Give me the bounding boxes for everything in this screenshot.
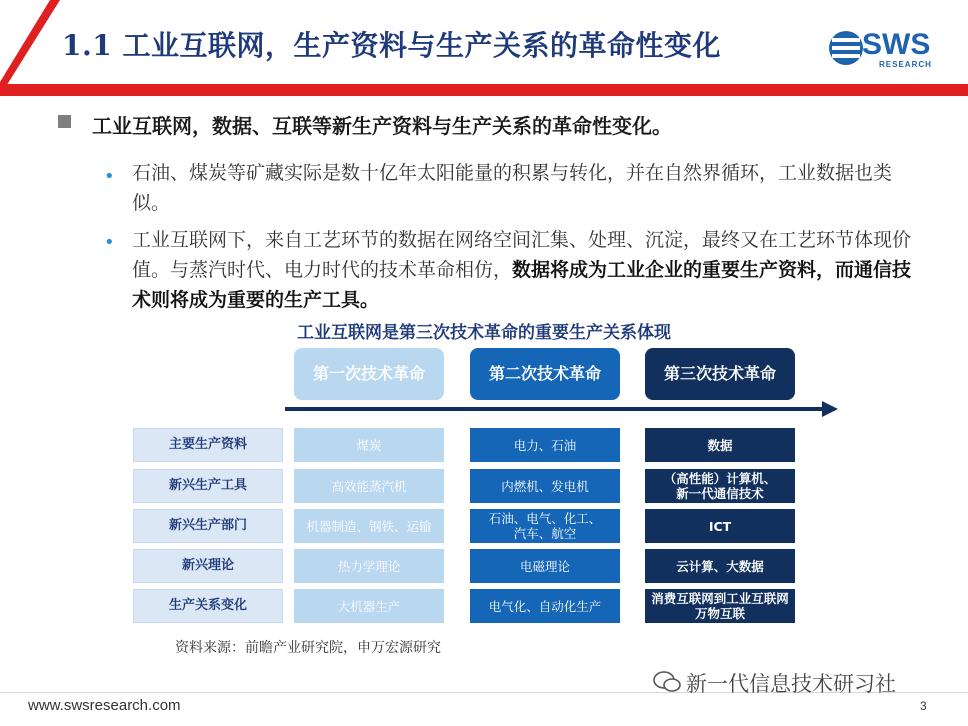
- slide-title: 1.1 工业互联网，生产资料与生产关系的革命性变化: [62, 29, 721, 62]
- arrow-head-icon: [822, 401, 838, 417]
- cell-1-2: 电力、石油: [470, 428, 620, 462]
- cell-2-1: 高效能蒸汽机: [294, 469, 444, 503]
- bullet-dot-icon: •: [104, 232, 115, 253]
- cell-1-3: 数据: [645, 428, 795, 462]
- row-label-4: 新兴理论: [133, 549, 283, 583]
- watermark-text: 新一代信息技术研习社: [686, 672, 896, 696]
- diagram-title: 工业互联网是第三次技术革命的重要生产关系体现: [297, 323, 671, 343]
- row-label-1: 主要生产资料: [133, 428, 283, 462]
- square-bullet-icon: [58, 115, 71, 128]
- revolution-3-box: 第三次技术革命: [645, 348, 795, 400]
- cell-5-3: 消费互联网到工业互联网 万物互联: [645, 589, 795, 623]
- bullet-2-text: 工业互联网下，来自工艺环节的数据在网络空间汇集、处理、沉淀，最终又在工艺环节体现价值。与蒸汽时代、电力时代的技术革命相仿，: [132, 229, 912, 281]
- revolution-2-box: 第二次技术革命: [470, 348, 620, 400]
- source-note: 资料来源：前瞻产业研究院，申万宏源研究: [175, 640, 441, 656]
- cell-5-2: 电气化、自动化生产: [470, 589, 620, 623]
- bullet-paragraph-1: [132, 158, 912, 218]
- row-label-5: 生产关系变化: [133, 589, 283, 623]
- cell-4-1: 热力学理论: [294, 549, 444, 583]
- cell-2-2: 内燃机、发电机: [470, 469, 620, 503]
- bullet-2-emphasis: 数据将成为工业企业的重要生产资料，而通信技术则将成为重要的生产工具。: [132, 259, 912, 311]
- cell-3-1: 机器制造、钢铁、运输: [294, 509, 444, 543]
- row-label-3: 新兴生产部门: [133, 509, 283, 543]
- cell-4-2: 电磁理论: [470, 549, 620, 583]
- header-red-corner-mask: [0, 0, 50, 82]
- revolution-1-box: 第一次技术革命: [294, 348, 444, 400]
- footer-url-link[interactable]: www.swsresearch.com: [28, 697, 181, 714]
- header-red-bar: [0, 84, 968, 96]
- bullet-dot-icon: •: [104, 166, 115, 187]
- cell-2-3: （高性能）计算机、 新一代通信技术: [645, 469, 795, 503]
- row-label-2: 新兴生产工具: [133, 469, 283, 503]
- bullet-1-text: 石油、煤炭等矿藏实际是数十亿年太阳能量的积累与转化，并在自然界循环，工业数据也类似。: [132, 162, 893, 214]
- bullet-paragraph-2: [132, 225, 912, 315]
- logo-subtext: RESEARCH: [879, 60, 932, 69]
- cell-3-2: 石油、电气、化工、 汽车、航空: [470, 509, 620, 543]
- cell-1-1: 煤炭: [294, 428, 444, 462]
- cell-3-3: ICT: [645, 509, 795, 543]
- logo-text: SWS: [862, 28, 931, 61]
- wechat-icon: [652, 669, 682, 695]
- page-number: 3: [920, 699, 927, 713]
- cell-5-1: 大机器生产: [294, 589, 444, 623]
- headline: 工业互联网，数据、互联等新生产资料与生产关系的革命性变化。: [92, 114, 672, 138]
- timeline-arrow: [285, 407, 823, 411]
- cell-4-3: 云计算、大数据: [645, 549, 795, 583]
